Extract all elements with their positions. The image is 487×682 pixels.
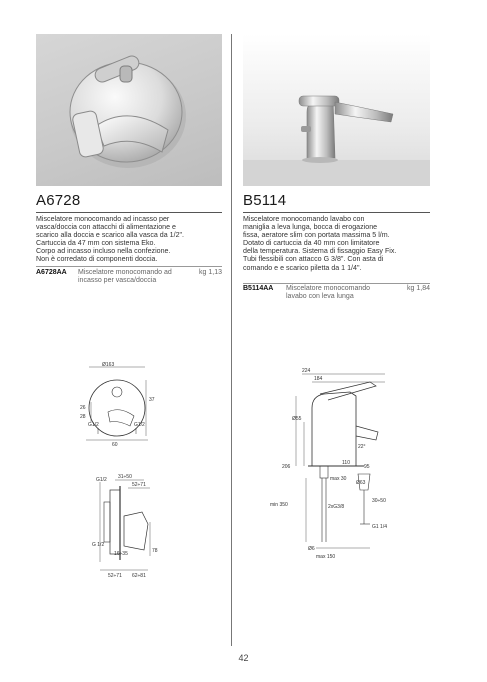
dim-g12-top: G1/2 (96, 477, 107, 483)
technical-drawing-b5114 (260, 366, 410, 566)
dim-2xg38: 2xG3/8 (328, 504, 345, 510)
dim-95: 95 (364, 464, 370, 470)
basin-mixer-image (243, 34, 430, 186)
dim-55: Ø55 (292, 416, 302, 422)
variant-desc-line: Miscelatore monocomando ad (78, 269, 172, 276)
dim-16-35: 16÷35 (114, 551, 128, 557)
dim-g1-14: G1 1/4 (372, 524, 388, 530)
description-line: Tubi flessibili con attacco G 3/8". Con asta di (243, 255, 384, 264)
variant-top-rule (243, 283, 430, 284)
product-photo-b5114 (243, 34, 430, 186)
description-line: Miscelatore monocomando ad incasso per (36, 215, 170, 223)
dim-diameter: Ø163 (102, 362, 115, 368)
variant-desc-line: lavabo con leva lunga (286, 293, 354, 300)
description-line: maniglia a leva lunga, bocca di erogazione (243, 223, 378, 232)
variant-row (36, 269, 222, 287)
page-number: 42 (238, 653, 249, 663)
dim-62-81: 62÷81 (132, 573, 146, 579)
dim-30-50: 30÷50 (372, 498, 386, 504)
variant-weight: kg 1,84 (407, 285, 430, 292)
variant-description (286, 285, 370, 301)
dim-max150: max 150 (316, 554, 336, 560)
dim-224: 224 (302, 368, 311, 374)
variant-row (243, 285, 430, 303)
dim-6: Ø6 (308, 546, 315, 552)
description-line: vasca/doccia con attacchi di alimentazione e (36, 223, 176, 232)
variant-desc-line: incasso per vasca/doccia (78, 277, 157, 284)
technical-drawing-a6728 (80, 362, 200, 592)
dim-g12-left: G1/2 (88, 422, 99, 428)
code-underline (243, 212, 430, 213)
variant-code: B5114AA (243, 285, 274, 292)
dim-31-50: 31÷50 (118, 474, 132, 480)
variant-desc-line: Miscelatore monocomando (286, 285, 371, 292)
column-divider (231, 34, 232, 646)
product-photo-a6728 (36, 34, 222, 186)
description-line: comando e e scarico piletta da 1 1/4". (243, 263, 362, 272)
dim-52-71: 52÷71 (132, 482, 146, 488)
dim-63: Ø63 (356, 480, 366, 486)
dim-max30: max 30 (330, 476, 347, 482)
variant-weight: kg 1,13 (199, 269, 222, 276)
description-line: fissa, aeratore slim con portata massima 5 l/m. (243, 231, 390, 240)
description-line: Cartuccia da 47 mm con sistema Eko. (36, 239, 156, 248)
dim-g12-right: G1/2 (134, 422, 145, 428)
variant-top-rule (36, 266, 222, 267)
description-line: Non è corredato di componenti doccia. (36, 255, 158, 264)
dim-52-71-bottom: 52÷71 (108, 573, 122, 579)
dim-206: 206 (282, 464, 291, 470)
code-underline (36, 212, 222, 213)
description-line: della temperatura. Sistema di fissaggio Easy Fix. (243, 247, 397, 256)
shower-mixer-image (36, 34, 222, 186)
variant-code: A6728AA (36, 269, 67, 276)
dim-g12-bottom: G 1/2 (92, 542, 105, 548)
variant-description (78, 269, 172, 285)
dim-min350: min 350 (270, 502, 288, 508)
dim-60: 60 (112, 442, 118, 448)
dim-28: 28 (80, 414, 86, 420)
product-description (243, 215, 396, 272)
description-line: Miscelatore monocomando lavabo con (243, 215, 365, 223)
description-line: Corpo ad incasso incluso nella confezione. (36, 247, 171, 256)
dim-22-deg: 22° (358, 444, 366, 450)
description-line: Dotato di cartuccia da 40 mm con limitatore (243, 239, 380, 248)
dim-37: 37 (149, 397, 155, 403)
dim-110: 110 (342, 460, 350, 466)
dim-26: 26 (80, 405, 86, 411)
product-description (36, 215, 184, 264)
description-line: scarico alla doccia e scarico alla vasca da 1/2". (36, 231, 185, 240)
dim-78: 78 (152, 548, 158, 554)
product-code: A6728 (36, 192, 81, 209)
dim-184: 184 (314, 376, 323, 382)
product-code: B5114 (243, 192, 287, 209)
